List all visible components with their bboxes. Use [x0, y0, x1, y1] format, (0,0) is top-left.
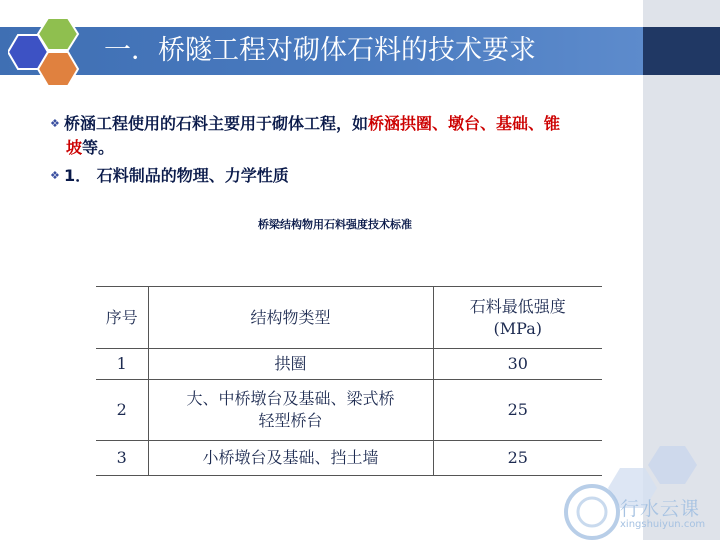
bullet-highlight: 桥涵拱圈、墩台、基础、锥: [368, 114, 561, 133]
cell-type-line2: 轻型桥台: [258, 411, 323, 430]
cell-type: [148, 380, 433, 441]
table-row: [96, 441, 602, 476]
bullet-text-prefix: 桥涵工程使用的石料主要用于砌体工程，如: [64, 114, 369, 133]
bullet-item-stone-usage: [50, 112, 680, 160]
bullet-continuation: [50, 136, 680, 160]
header-strength-unit: (MPa): [493, 318, 542, 338]
hexagon-logo-icon: [8, 16, 84, 88]
watermark-url: xingshuiyun.com: [620, 519, 706, 530]
bullet-diamond-icon: ❖: [50, 169, 60, 182]
table-row: [96, 349, 602, 380]
bullet-item-properties: [50, 164, 650, 188]
cell-type: 拱圈: [148, 349, 433, 380]
bullet-text-suffix: 等。: [82, 138, 115, 157]
header-strength: [433, 287, 602, 349]
strength-standard-table: [96, 286, 602, 476]
cell-strength: 25: [433, 441, 602, 476]
watermark-text: 行水云课: [620, 498, 701, 520]
hexagon-orange-icon: [38, 52, 78, 86]
title-bar-accent: [643, 27, 720, 75]
cell-type: 小桥墩台及基础、挡土墙: [148, 441, 433, 476]
cell-no: 3: [96, 441, 148, 476]
table-header-row: [96, 287, 602, 349]
bullet-text: 1． 石料制品的物理、力学性质: [64, 166, 289, 185]
table-row: [96, 380, 602, 441]
header-type: 结构物类型: [148, 287, 433, 349]
cell-strength: 30: [433, 349, 602, 380]
header-strength-line1: 石料最低强度: [469, 296, 566, 316]
cell-strength: 25: [433, 380, 602, 441]
cell-no: 1: [96, 349, 148, 380]
table-caption: 桥梁结构物用石料强度技术标准: [258, 218, 412, 231]
bullet-diamond-icon: ❖: [50, 117, 60, 130]
header-no: 序号: [96, 287, 148, 349]
slide-title: 一．桥隧工程对砌体石料的技术要求: [104, 35, 536, 66]
cell-no: 2: [96, 380, 148, 441]
bullet-highlight-cont: 坡: [66, 138, 83, 157]
cell-type-line1: 大、中桥墩台及基础、梁式桥: [186, 389, 395, 408]
